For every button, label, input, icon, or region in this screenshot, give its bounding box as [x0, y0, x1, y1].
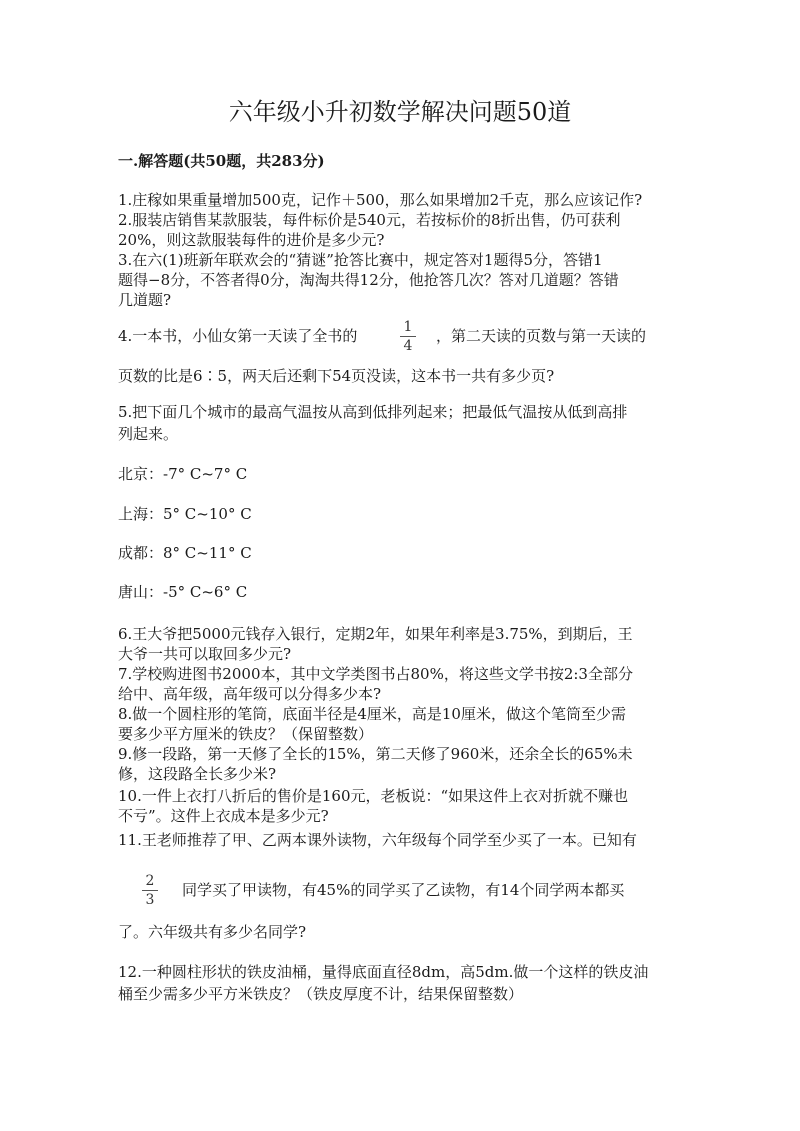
city-beijing: 北京：-7° C~7° C [118, 465, 248, 483]
question-4-line-2: 页数的比是6∶5，两天后还剩下54页没读，这本书一共有多少页? [118, 367, 555, 385]
question-4-line-1a: 4.一本书，小仙女第一天读了全书的 [118, 327, 358, 345]
question-3-line-3: 几道题? [118, 291, 172, 309]
question-12-line-2: 桶至少需多少平方米铁皮？（铁皮厚度不计，结果保留整数） [118, 985, 524, 1003]
question-7-line-2: 给中、高年级，高年级可以分得多少本? [118, 685, 382, 703]
city-shanghai: 上海：5° C~10° C [118, 505, 252, 523]
fraction-two-thirds [138, 872, 162, 909]
question-3-line-1: 3.在六(1)班新年联欢会的“猜谜”抢答比赛中，规定答对1题得5分，答错1 [118, 251, 603, 269]
section-heading: 一.解答题(共50题，共283分) [118, 152, 325, 170]
page-title: 六年级小升初数学解决问题50道 [228, 98, 572, 126]
question-6-line-2: 大爷一共可以取回多少元? [118, 645, 292, 663]
fraction-denominator: 3 [145, 892, 155, 908]
fraction-numerator: 1 [403, 319, 413, 335]
question-7-line-1: 7.学校购进图书2000本，其中文学类图书占80%，将这些文学书按2:3全部分 [118, 665, 633, 683]
question-11-line-2: 同学买了甲读物，有45%的同学买了乙读物，有14个同学两本都买 [182, 881, 625, 899]
question-2-line-1: 2.服装店销售某款服装，每件标价是540元，若按标价的8折出售，仍可获利 [118, 211, 621, 229]
question-5-line-2: 列起来。 [118, 425, 179, 443]
fraction-numerator: 2 [145, 873, 155, 889]
question-10-line-2: 不亏”。这件上衣成本是多少元? [118, 807, 329, 825]
question-5-line-1: 5.把下面几个城市的最高气温按从高到低排列起来；把最低气温按从低到高排 [118, 403, 628, 421]
question-8-line-2: 要多少平方厘米的铁皮？（保留整数） [118, 725, 374, 743]
question-12-line-1: 12.一种圆柱形状的铁皮油桶，量得底面直径8dm，高5dm.做一个这样的铁皮油 [118, 963, 649, 981]
question-10-line-1: 10.一件上衣打八折后的售价是160元，老板说：“如果这件上衣对折就不赚也 [118, 787, 629, 805]
question-4-line-1b: ，第二天读的页数与第一天读的 [436, 327, 647, 345]
question-8-line-1: 8.做一个圆柱形的笔筒，底面半径是4厘米，高是10厘米，做这个笔筒至少需 [118, 705, 626, 723]
question-9-line-2: 修，这段路全长多少米? [118, 765, 277, 783]
question-11-line-1: 11.王老师推荐了甲、乙两本课外读物，六年级每个同学至少买了一本。已知有 [118, 831, 637, 849]
city-tangshan: 唐山：-5° C~6° C [118, 583, 248, 601]
question-6-line-1: 6.王大爷把5000元钱存入银行，定期2年，如果年利率是3.75%，到期后，王 [118, 625, 633, 643]
city-chengdu: 成都：8° C~11° C [118, 544, 252, 562]
fraction-one-quarter [396, 318, 420, 355]
question-3-line-2: 题得−8分，不答者得0分，淘淘共得12分，他抢答几次？答对几道题？答错 [118, 271, 619, 289]
fraction-denominator: 4 [403, 338, 413, 354]
question-11-line-3: 了。六年级共有多少名同学? [118, 923, 307, 941]
question-1: 1.庄稼如果重量增加500克，记作＋500，那么如果增加2千克，那么应该记作? [118, 191, 643, 209]
question-2-line-2: 20%，则这款服装每件的进价是多少元? [118, 231, 385, 249]
question-9-line-1: 9.修一段路，第一天修了全长的15%，第二天修了960米，还余全长的65%未 [118, 745, 633, 763]
